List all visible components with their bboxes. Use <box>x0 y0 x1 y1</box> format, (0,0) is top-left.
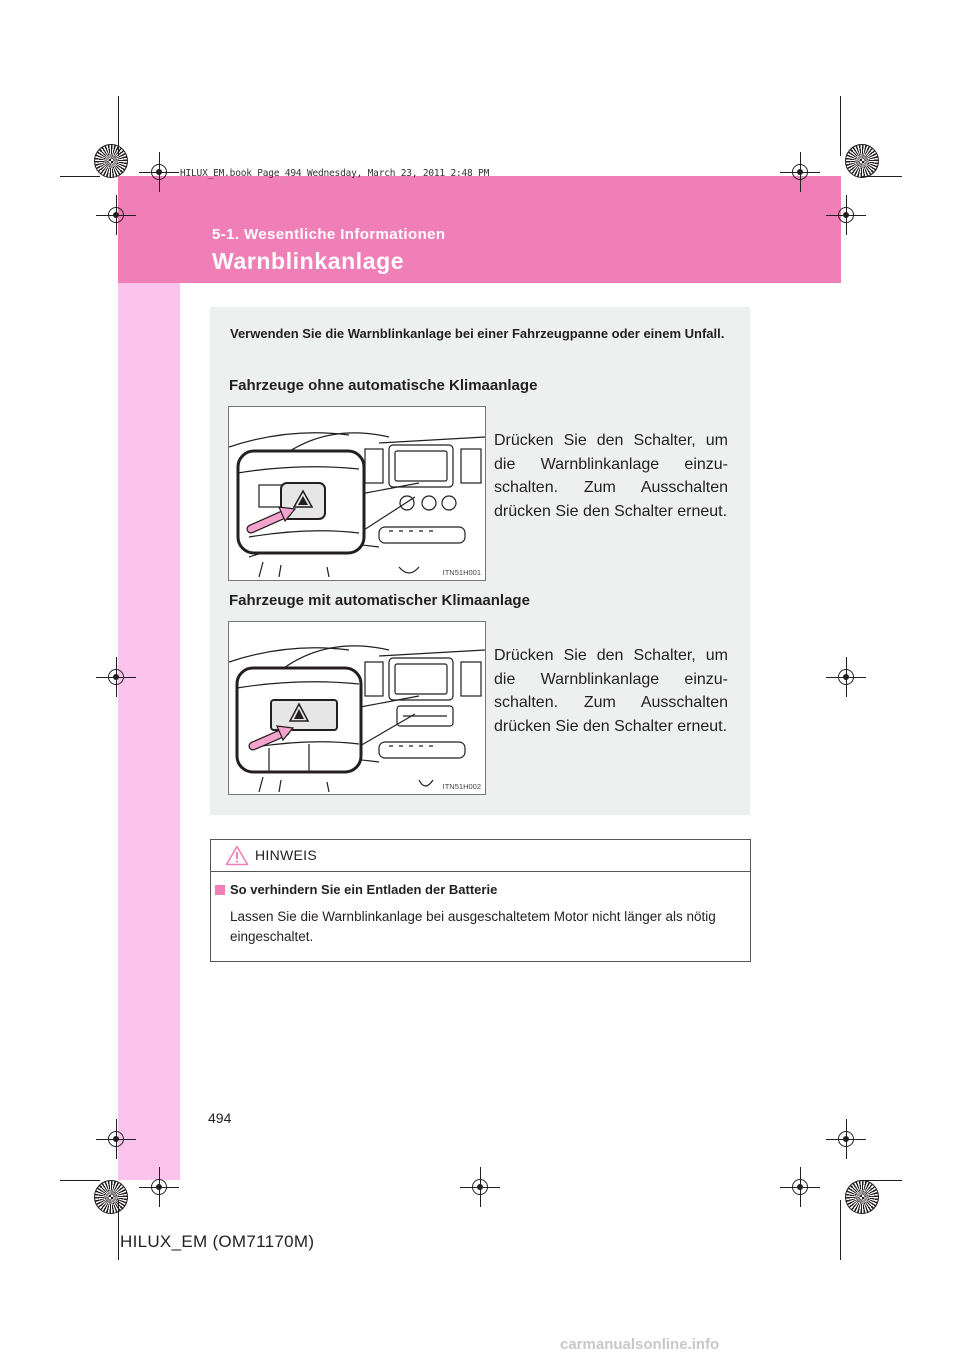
trim-mark <box>840 96 841 156</box>
registration-mark-icon <box>826 657 866 697</box>
notice-header <box>211 840 750 872</box>
hazard-switch-icon <box>229 407 485 580</box>
figure-code: ITN51H002 <box>442 782 481 791</box>
page-number: 494 <box>208 1110 232 1126</box>
color-starburst-icon <box>94 1180 128 1214</box>
dashboard-illustration <box>228 621 486 795</box>
trim-mark <box>60 176 100 177</box>
registration-mark-icon <box>96 1119 136 1159</box>
hazard-switch-icon <box>229 622 485 794</box>
registration-mark-icon <box>826 195 866 235</box>
notice-text: Lassen Sie die Warnblinkanlage bei ausgeschaltetem Motor nicht länger als nötig eingeschaltet. <box>230 909 716 944</box>
warning-triangle-icon <box>225 845 249 866</box>
registration-mark-icon <box>780 1167 820 1207</box>
footer-model: HILUX_EM (OM71170M) <box>120 1232 315 1251</box>
registration-mark-icon <box>139 1167 179 1207</box>
section-title: 5-1. Wesentliche Informationen <box>212 226 446 243</box>
instruction-text <box>494 644 728 738</box>
instruction-body: Drücken Sie den Schalter, um die Warnblinkanlage einzu-schalten. Zum Ausschalten drücken Sie den Schalter erneut. <box>494 647 728 735</box>
section-heading: Fahrzeuge ohne automatische Klimaanlage <box>229 377 538 394</box>
trim-mark <box>840 1200 841 1260</box>
trim-mark <box>862 176 902 177</box>
registration-mark-icon <box>780 152 820 192</box>
trim-mark <box>862 1180 902 1181</box>
book-info: HILUX_EM.book Page 494 Wednesday, March 23, 2011 2:48 PM <box>180 168 490 179</box>
notice-title: HINWEIS <box>255 847 317 863</box>
color-starburst-icon <box>845 144 879 178</box>
section-heading: Fahrzeuge mit automatischer Klimaanlage <box>229 592 530 609</box>
instruction-text <box>494 429 728 523</box>
trim-mark <box>118 96 119 156</box>
dashboard-illustration <box>228 406 486 581</box>
color-starburst-icon <box>94 144 128 178</box>
watermark: carmanualsonline.info <box>560 1336 720 1353</box>
registration-mark-icon <box>96 195 136 235</box>
trim-mark <box>60 1180 100 1181</box>
page-title: Warnblinkanlage <box>212 248 405 274</box>
instruction-body: Drücken Sie den Schalter, um die Warnblinkanlage einzu-schalten. Zum Ausschalten drücken Sie den Schalter erneut. <box>494 432 728 520</box>
notice-box <box>210 839 751 962</box>
figure-code: ITN51H001 <box>442 568 481 577</box>
notice-heading: So verhindern Sie ein Entladen der Batterie <box>230 882 498 897</box>
registration-mark-icon <box>460 1167 500 1207</box>
registration-mark-icon <box>96 657 136 697</box>
color-starburst-icon <box>845 1180 879 1214</box>
registration-mark-icon <box>826 1119 866 1159</box>
intro-text: Verwenden Sie die Warnblinkanlage bei einer Fahrzeugpanne oder einem Unfall. <box>230 326 725 341</box>
registration-mark-icon <box>139 152 179 192</box>
bullet-square-icon <box>215 885 225 895</box>
trim-mark <box>118 1200 119 1260</box>
